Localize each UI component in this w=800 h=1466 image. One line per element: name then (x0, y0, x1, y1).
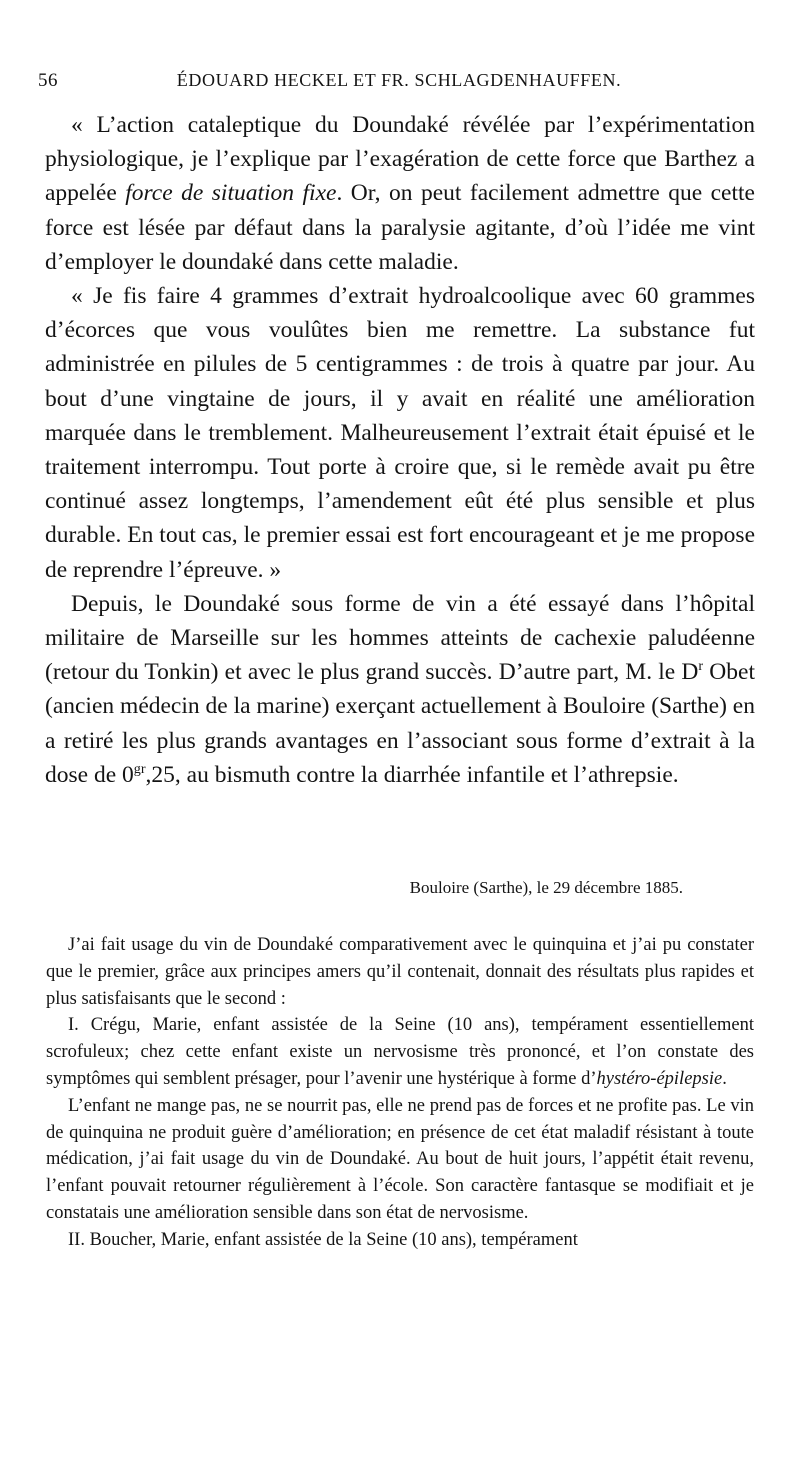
italic-term: force de situation fixe (125, 180, 337, 207)
paragraph-letter-1: « L’action cataleptique du Doundaké révélée par l’expérimentation physiologique, je l’explique par l’exagération de cette force que Barthez a appelée force de situation fixe. Or, on peut facilement admettre que cette force est lésée par défaut dans la paralysie agitante, d’où l’idée me vint d’employer le doundaké dans cette maladie. (45, 112, 755, 275)
paragraph-letter-2: « Je fis faire 4 grammes d’extrait hydroalcoolique avec 60 grammes d’écorces que vous voulûtes bien me remettre. La substance fut administrée en pilules de 5 centigrammes : de trois à quatre par jour. Au bout d’une vingtaine de jours, il y avait en réalité une amélioration marquée dans le tremblement. Malheureusement l’extrait était épuisé et le traitement interrompu. Tout porte à croire que, si le remède avait pu être continué assez longtemps, l’amendement eût été plus sensible et plus durable. En tout cas, le premier essai est fort encourageant et je me propose de reprendre l’épreuve. » (45, 283, 755, 583)
note-paragraph-2: I. Crégu, Marie, enfant assistée de la Seine (10 ans), tempérament essentiellement scrofuleux; chez cette enfant existe un nervosisme très prononcé, et l’on constate des symptômes qui semblent présager, pour l’avenir une hystérique à forme d’hystéro-épilepsie. (46, 1015, 754, 1089)
superscript-docteur: r (698, 658, 704, 675)
letter-signature: Bouloire (Sarthe), le 29 décembre 1885. (409, 878, 683, 897)
italic-term: hystéro-épilepsie (596, 1068, 723, 1089)
running-title: ÉDOUARD HECKEL ET FR. SCHLAGDENHAUFFEN. (176, 70, 622, 90)
note-paragraph-4: II. Boucher, Marie, enfant assistée de la Seine (10 ans), tempérament (68, 1229, 578, 1250)
running-head (38, 70, 760, 96)
superscript-gramme: gr (133, 761, 146, 778)
note-paragraph-3: L’enfant ne mange pas, ne se nourrit pas, elle ne prend pas de forces et ne profite pas. Le vin de quinquina ne produit guère d’amélioration; en présence de cet état maladif résistant à toute médication, j’ai fait usage du vin de Doundaké. Au bout de huit jours, l’appétit était revenu, l’enfant pouvait retourner régulièrement à l’école. Son caractère fantasque se modifiait et je constatais une amélioration sensible dans son état de nervosisme. (46, 1095, 754, 1223)
note-paragraph-1: J’ai fait usage du vin de Doundaké comparativement avec le quinquina et j’ai pu constater que le premier, grâce aux principes amers qu’il contenait, donnait des résultats plus rapides et plus satisfaisants que le second : (46, 935, 754, 1009)
small-print-section (46, 932, 754, 1254)
page-number: 56 (38, 70, 58, 91)
main-text (45, 108, 755, 792)
paragraph-depuis: Depuis, le Doundaké sous forme de vin a été essayé dans l’hôpital militaire de Marseille sur les hommes atteints de cachexie paludéenne (retour du Tonkin) et avec le plus grand succès. D’autre part, M. le $D^r$ Obet (ancien médecin de la marine) exerçant actuellement à Bouloire (Sarthe) en a retiré les plus grands avantages en l’associant sous forme d’extrait à la dose de $0^{gr},25$, au bismuth contre la diarrhée infantile et l’athrepsie. (45, 590, 755, 788)
